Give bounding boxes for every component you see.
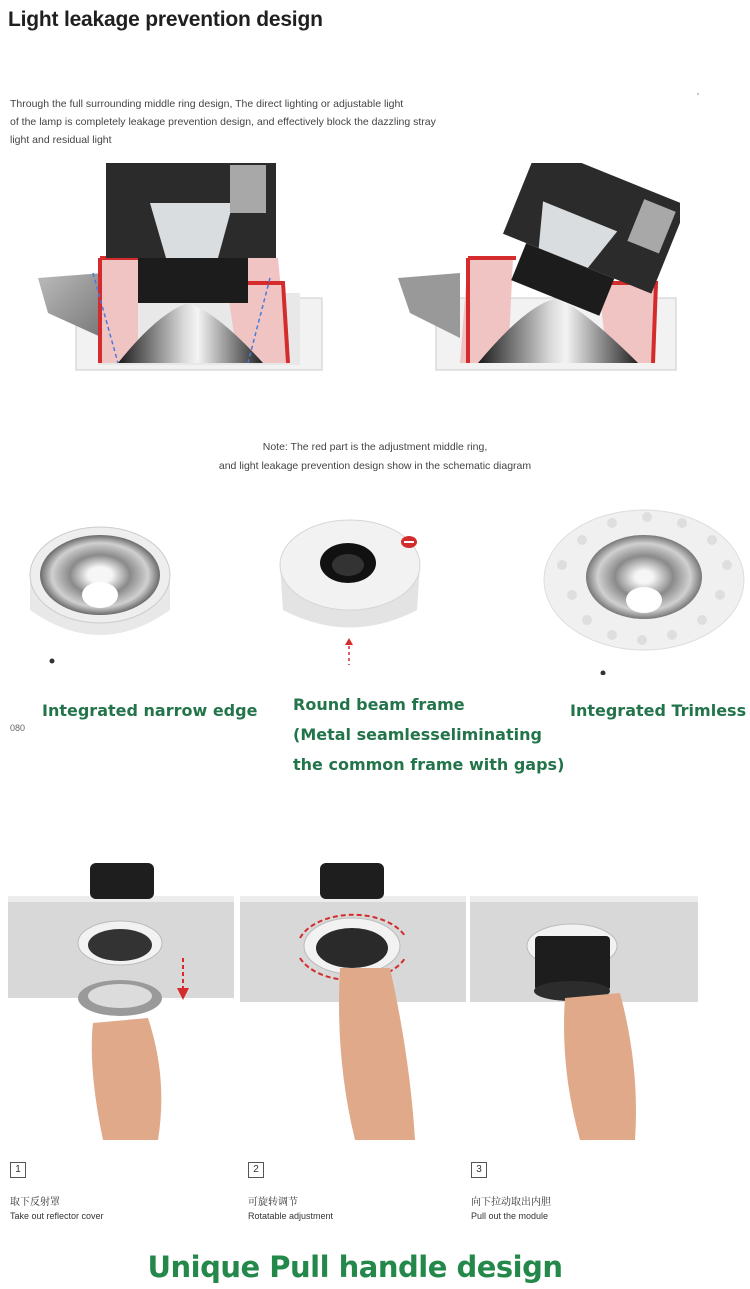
page-title: Light leakage prevention design [8, 8, 323, 31]
step-2-photo [240, 858, 466, 1140]
small-code: 080 [10, 723, 26, 733]
step-1-photo [8, 858, 234, 1140]
feature-label-round-beam-frame: Round beam frame (Metal seamlesseliminating the common frame with gaps) [293, 695, 565, 774]
step-3-en-label: Pull out the module [471, 1211, 549, 1221]
step-1-number: 1 [10, 1162, 26, 1178]
step-3-photo [470, 858, 698, 1140]
step-2-cn-label: 可旋转调节 [248, 1197, 298, 1208]
step-2-en-label: Rotatable adjustment [248, 1211, 334, 1221]
round-beam-frame-image [275, 515, 425, 675]
narrow-edge-product-image [25, 515, 175, 675]
description-line-2: of the lamp is completely leakage prevention design, and effectively block the dazzling stray [10, 116, 436, 128]
note-line-2: and light leakage prevention design show in the schematic diagram [218, 460, 532, 472]
feature-label-narrow-edge: Integrated narrow edge [42, 701, 258, 720]
cross-section-tilted-image [398, 163, 680, 375]
step-2-number: 2 [248, 1162, 264, 1178]
step-1-cn-label: 取下反射罩 [10, 1197, 60, 1208]
note-line-1: Note: The red part is the adjustment middle ring, [262, 441, 488, 453]
trimless-product-image [542, 505, 747, 675]
cross-section-straight-image [38, 163, 328, 375]
description [10, 95, 440, 149]
step-3-number: 3 [471, 1162, 487, 1178]
corner-mark: ʼ [697, 92, 699, 102]
description-line-1: Through the full surrounding middle ring design, The direct lighting or adjustable light [10, 98, 404, 110]
feature-label-trimless: Integrated Trimless [570, 701, 747, 720]
description-line-3: light and residual light [10, 134, 112, 146]
note [0, 438, 750, 476]
footer-title: Unique Pull handle design [147, 1250, 563, 1284]
step-1-en-label: Take out reflector cover [10, 1211, 104, 1221]
step-3-cn-label: 向下拉动取出内胆 [471, 1197, 551, 1208]
